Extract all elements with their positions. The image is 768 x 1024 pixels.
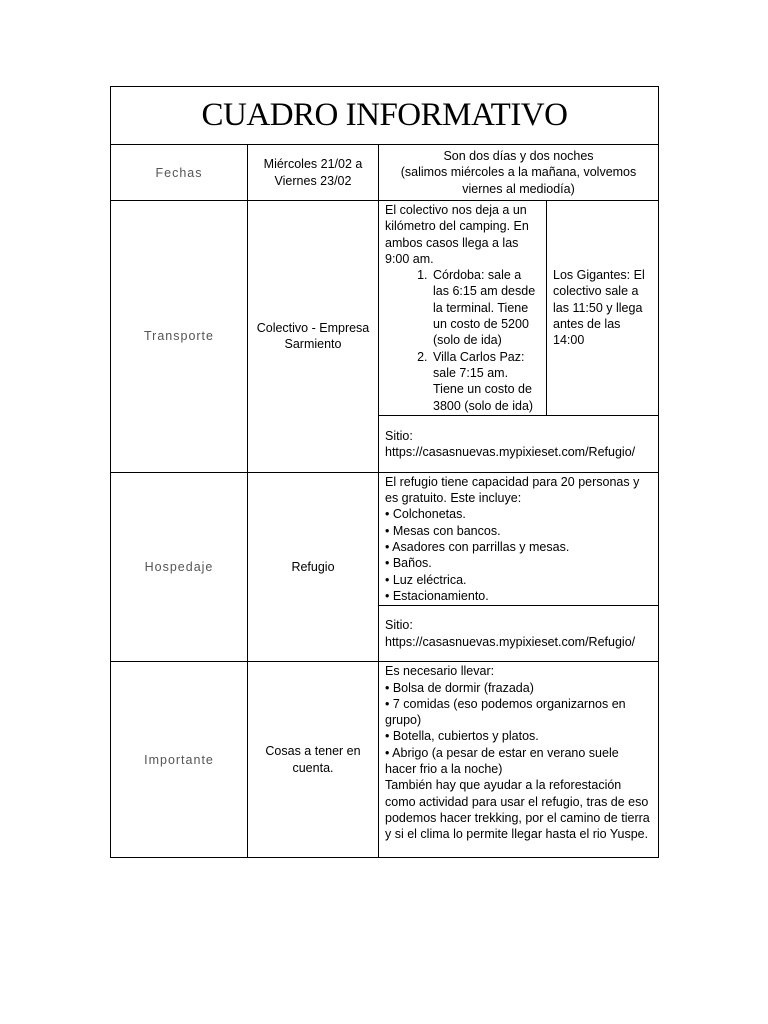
row-fechas (111, 145, 659, 201)
importante-details (379, 662, 659, 858)
hospedaje-details (379, 472, 659, 605)
title-row (111, 87, 659, 145)
fechas-detail-line2: (salimos miércoles a la mañana, volvemos viernes al mediodía) (400, 165, 637, 196)
hospedaje-sitio-label: Sitio: (385, 618, 413, 633)
row-transporte (111, 201, 659, 416)
transporte-intro: El colectivo nos deja a un kilómetro del camping. En ambos casos llega a las 9:00 am. (385, 203, 529, 266)
transporte-sitio (379, 415, 659, 472)
fechas-detail (379, 145, 659, 201)
fechas-detail-line1: Son dos días y dos noches (443, 148, 594, 163)
importante-item: • Botella, cubiertos y platos. (385, 729, 539, 744)
hospedaje-item: • Colchonetas. (385, 507, 466, 522)
importante-item: • 7 comidas (eso podemos organizarnos en grupo) (385, 696, 626, 728)
fechas-value: Miércoles 21/02 a Viernes 23/02 (248, 145, 379, 201)
importante-item: • Abrigo (a pesar de estar en verano suele hacer frio a la noche) (385, 745, 619, 777)
transporte-sitio-link[interactable]: https://casasnuevas.mypixieset.com/Refugio/ (385, 444, 636, 459)
transporte-value: Colectivo - Empresa Sarmiento (248, 201, 379, 473)
importante-item: • Bolsa de dormir (frazada) (385, 680, 534, 695)
hospedaje-item: • Luz eléctrica. (385, 572, 467, 587)
transporte-option-cordoba: 1. Córdoba: sale a las 6:15 am desde la terminal. Tiene un costo de 5200 (solo de ida) (431, 267, 540, 348)
row-hospedaje (111, 472, 659, 605)
transporte-option-carlos-paz: 2. Villa Carlos Paz: sale 7:15 am. Tiene un costo de 3800 (solo de ida) (431, 349, 540, 414)
transporte-gigantes: Los Gigantes: El colectivo sale a las 11:50 y llega antes de las 14:00 (547, 201, 659, 416)
info-table (110, 86, 659, 858)
importante-value: Cosas a tener en cuenta. (248, 662, 379, 858)
transporte-options (385, 267, 540, 414)
label-importante: Importante (111, 662, 248, 858)
importante-outro: También hay que ayudar a la reforestación como actividad para usar el refugio, tras de eso podemos hacer trekking, por el camino de tierra y si el clima lo permite llegar hasta el rio Yuspe. (385, 778, 650, 842)
label-transporte: Transporte (111, 201, 248, 473)
transporte-sitio-label: Sitio: (385, 428, 413, 443)
hospedaje-intro: El refugio tiene capacidad para 20 personas y es gratuito. Este incluye: (385, 474, 640, 506)
hospedaje-sitio (379, 606, 659, 662)
row-importante (111, 662, 659, 858)
hospedaje-item: • Mesas con bancos. (385, 523, 501, 538)
hospedaje-value: Refugio (248, 472, 379, 661)
hospedaje-item: • Asadores con parrillas y mesas. (385, 540, 570, 555)
table-title: CUADRO INFORMATIVO (111, 87, 659, 145)
hospedaje-item: • Baños. (385, 556, 432, 571)
label-fechas: Fechas (111, 145, 248, 201)
label-hospedaje: Hospedaje (111, 472, 248, 661)
hospedaje-item: • Estacionamiento. (385, 588, 489, 603)
info-document (110, 86, 658, 858)
transporte-details (379, 201, 547, 416)
importante-intro: Es necesario llevar: (385, 664, 495, 679)
hospedaje-sitio-link[interactable]: https://casasnuevas.mypixieset.com/Refugio/ (385, 634, 636, 649)
